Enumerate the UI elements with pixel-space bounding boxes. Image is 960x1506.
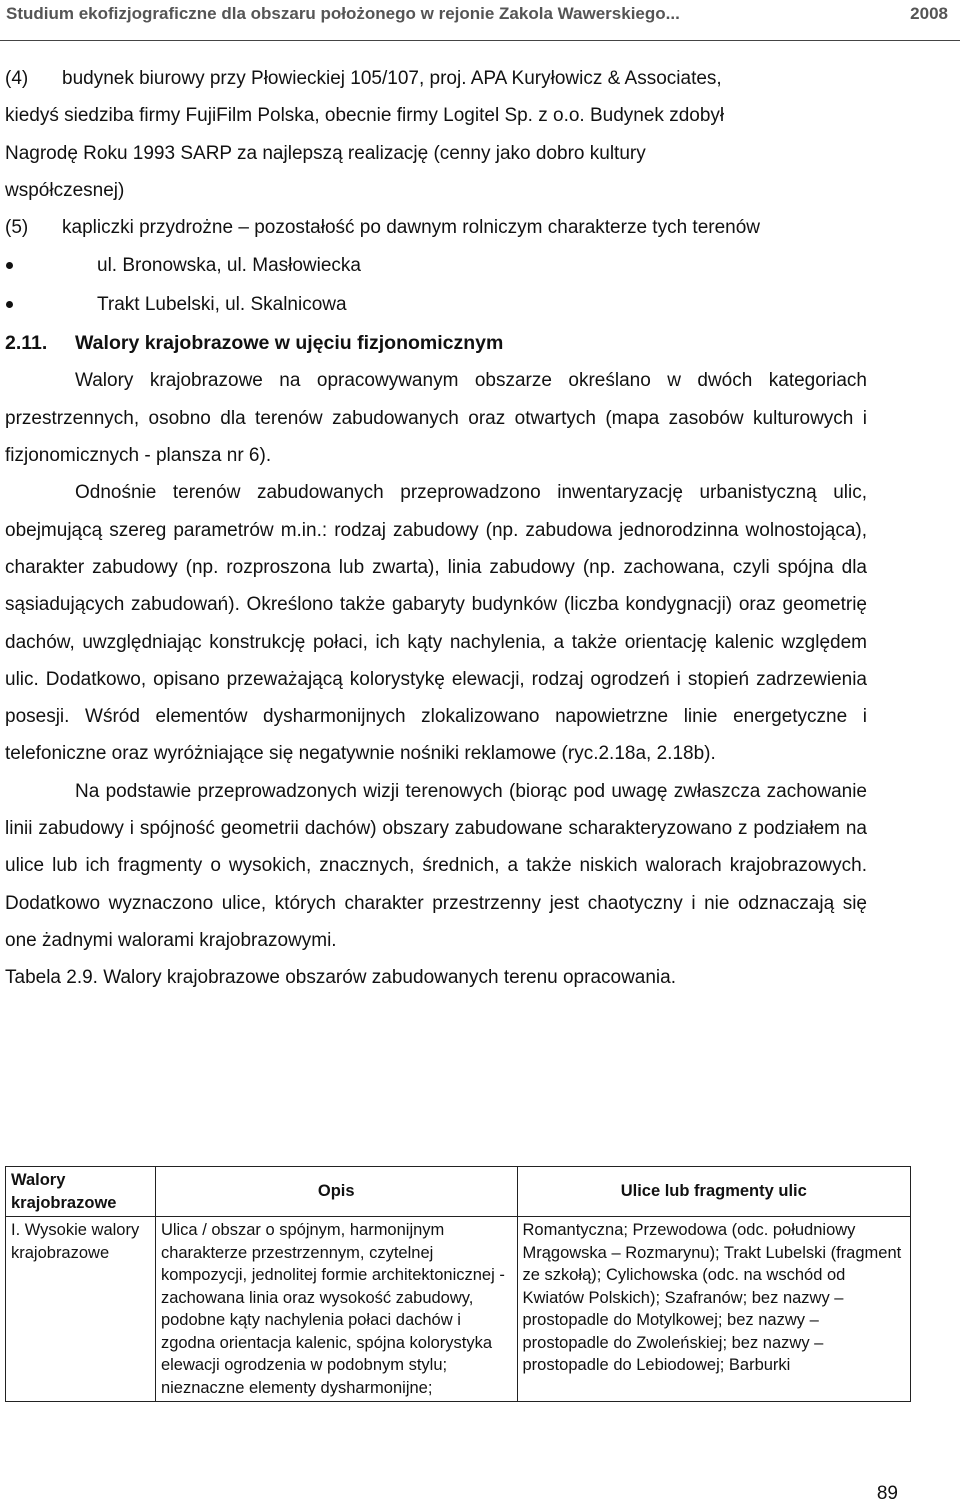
list-text: kapliczki przydrożne – pozostałość po dawnym rolniczym charakterze tych terenów (62, 217, 761, 239)
list-item-5 (5, 209, 867, 246)
bullet-list (5, 246, 867, 324)
bullet-icon (6, 301, 13, 308)
section-number: 2.11. (5, 332, 48, 355)
table-cell: Ulica / obszar o spójnym, harmonijnym charakterze przestrzennym, czytelnej kompozycji, jednolitej formie architektonicznej - zachowana linia oraz wysokość zabudowy, podobne kąty nachylenia połaci dachów i zgodna orientacja kalenic, spójna kolorystyka elewacji ogrodzenia w podobnym stylu; nieznaczne elementy dysharmonijne; (155, 1217, 517, 1402)
header-year: 2008 (910, 4, 948, 23)
list-item-4-cont: współczesnej) (5, 179, 125, 201)
section-title: Walory krajobrazowe w ujęciu fizjonomicznym (75, 332, 504, 355)
document-body (5, 60, 867, 997)
paragraph: Walory krajobrazowe na opracowywanym obszarze określano w dwóch kategoriach przestrzennych, osobno dla terenów zabudowanych oraz otwartych (mapa zasobów kulturowych i fizjonomicznych - plansza nr 6). (5, 370, 867, 467)
bullet-icon (6, 262, 13, 269)
page-header (0, 0, 960, 41)
list-item: ul. Bronowska, ul. Masłowiecka (5, 246, 867, 285)
table-cell: I. Wysokie walory krajobrazowe (6, 1217, 156, 1402)
list-text: budynek biurowy przy Płowieckiej 105/107, proj. APA Kuryłowicz & Associates, (62, 68, 722, 89)
table-header-row (6, 1167, 911, 1217)
list-number: (5) (5, 217, 29, 239)
list-item-4-cont: kiedyś siedziba firmy FujiFilm Polska, obecnie firmy Logitel Sp. z o.o. Budynek zdobył (5, 105, 725, 127)
header-title: Studium ekofizjograficzne dla obszaru położonego w rejonie Zakola Wawerskiego... (6, 4, 680, 23)
table-header-cell: Ulice lub fragmenty ulic (517, 1167, 911, 1217)
list-number: (4) (5, 68, 29, 89)
list-item-4 (5, 60, 867, 97)
list-item: Trakt Lubelski, ul. Skalnicowa (5, 285, 867, 324)
table-caption: Tabela 2.9. Walory krajobrazowe obszarów zabudowanych terenu opracowania. (5, 967, 677, 989)
list-item-4-cont: Nagrodę Roku 1993 SARP za najlepszą realizację (cenny jako dobro kultury (5, 142, 646, 164)
paragraph: Na podstawie przeprowadzonych wizji terenowych (biorąc pod uwagę zwłaszcza zachowanie linii zabudowy i spójność geometrii dachów) obszary zabudowane scharakteryzowano z podziałem na ulice lub ich fragmenty o wysokich, znacznych, średnich, a także niskich walorach krajobrazowych. Dodatkowo wyznaczono ulice, których charakter przestrzenny jest chaotyczny i nie odznaczają się one żadnymi walorami krajobrazowymi. (5, 780, 867, 951)
table-header-cell: Walory krajobrazowe (6, 1167, 156, 1217)
table-row (6, 1217, 911, 1402)
data-table (5, 1166, 911, 1402)
table-header-cell: Opis (155, 1167, 517, 1217)
table-cell: Romantyczna; Przewodowa (odc. południowy Mrągowska – Rozmarynu); Trakt Lubelski (fragment ze szkołą); Cylichowska (odc. na wschód od Kwiatów Polskich); Szafranów; bez nazwy – prostopadle do Motylkowej; bez nazwy – prostopadle do Zwoleńskiej; bez nazwy – prostopadle do Lebiodowej; Barburki (517, 1217, 911, 1402)
page-number: 89 (876, 1483, 898, 1504)
section-heading (5, 324, 867, 362)
paragraph: Odnośnie terenów zabudowanych przeprowadzono inwentaryzację urbanistyczną ulic, obejmującą szereg parametrów m.in.: rodzaj zabudowy (np. zabudowa jednorodzinna wolnostojąca), charakter zabudowy (np. rozproszona lub zwarta), linia zabudowy (np. zachowana, czyli spójna dla sąsiadujących zabudowań). Określono także gabaryty budynków (liczba kondygnacji) oraz geometrię dachów, uwzględniając konstrukcję połaci, ich kąty nachylenia, a także orientację kalenic względem ulic. Dodatkowo, opisano przeważającą kolorystykę elewacji, rodzaj ogrodzeń i stopień zadrzewienia posesji. Wśród elementów dysharmonijnych zlokalizowano napowietrzne linie energetyczne i telefoniczne oraz wyróżniające się negatywnie nośniki reklamowe (ryc.2.18a, 2.18b). (5, 482, 867, 765)
